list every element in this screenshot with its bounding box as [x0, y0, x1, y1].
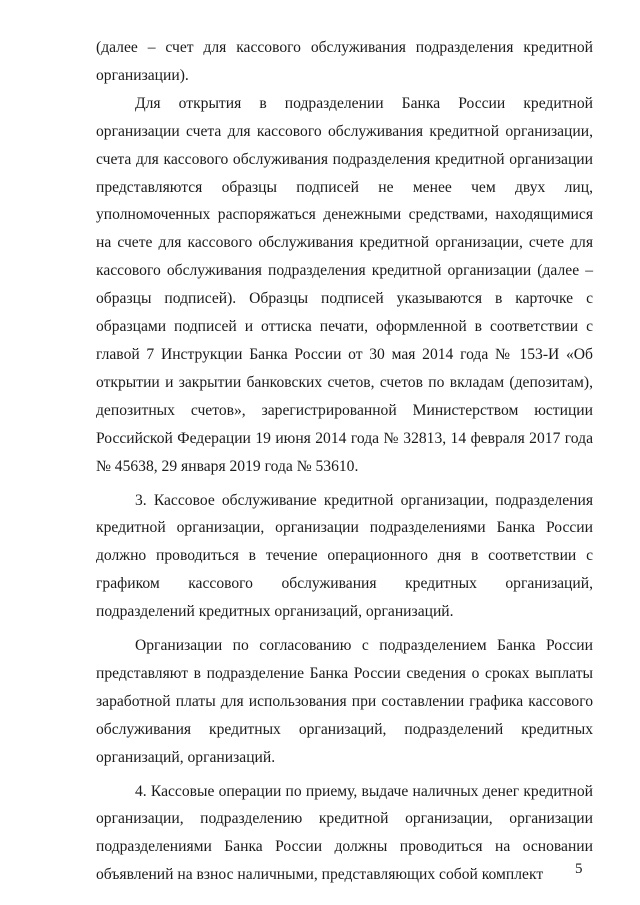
- paragraph-signature-samples: Для открытия в подразделении Банка России кредитной организации счета для кассового обслуживания кредитной организации, счета для кассового обслуживания подразделения кредитной организации представляются образцы подписей не менее чем двух лиц, уполномоченных распоряжаться денежными средствами, находящимися на счете для кассового обслуживания кредитной организации, счете для кассового обслуживания подразделения кредитной организации (далее – образцы подписей). Образцы подписей указываются в карточке с образцами подписей и оттиска печати, оформленной в соответствии с главой 7 Инструкции Банка России от 30 мая 2014 года № 153-И «Об открытии и закрытии банковских счетов, счетов по вкладам (депозитам), депозитных счетов», зарегистрированной Министерством юстиции Российской Федерации 19 июня 2014 года № 32813, 14 февраля 2017 года № 45638, 29 января 2019 года № 53610.: [96, 94, 593, 475]
- paragraph-continuation: (далее – счет для кассового обслуживания подразделения кредитной организации).: [96, 39, 593, 84]
- paragraph-salary-schedule: Организации по согласованию с подразделением Банка России представляют в подразделение Банка России сведения о сроках выплаты заработной платы для использования при составлении графика кассового обслуживания кредитных организаций, подразделений кредитных организаций, организаций.: [96, 637, 593, 766]
- paragraph-item-3: 3. Кассовое обслуживание кредитной организации, подразделения кредитной организации, организации подразделениями Банка России должно проводиться в течение операционного дня в соответствии с графиком кассового обслуживания кредитных организаций, подразделений кредитных организаций, организаций.: [96, 491, 593, 621]
- page-number: 5: [575, 861, 583, 877]
- paragraph-item-4: 4. Кассовые операции по приему, выдаче наличных денег кредитной организации, подразделению кредитной организации, организации подразделениями Банка России должны проводиться на основании объявлений на взнос наличными, представляющих собой комплект: [96, 782, 593, 884]
- document-body: [96, 34, 593, 889]
